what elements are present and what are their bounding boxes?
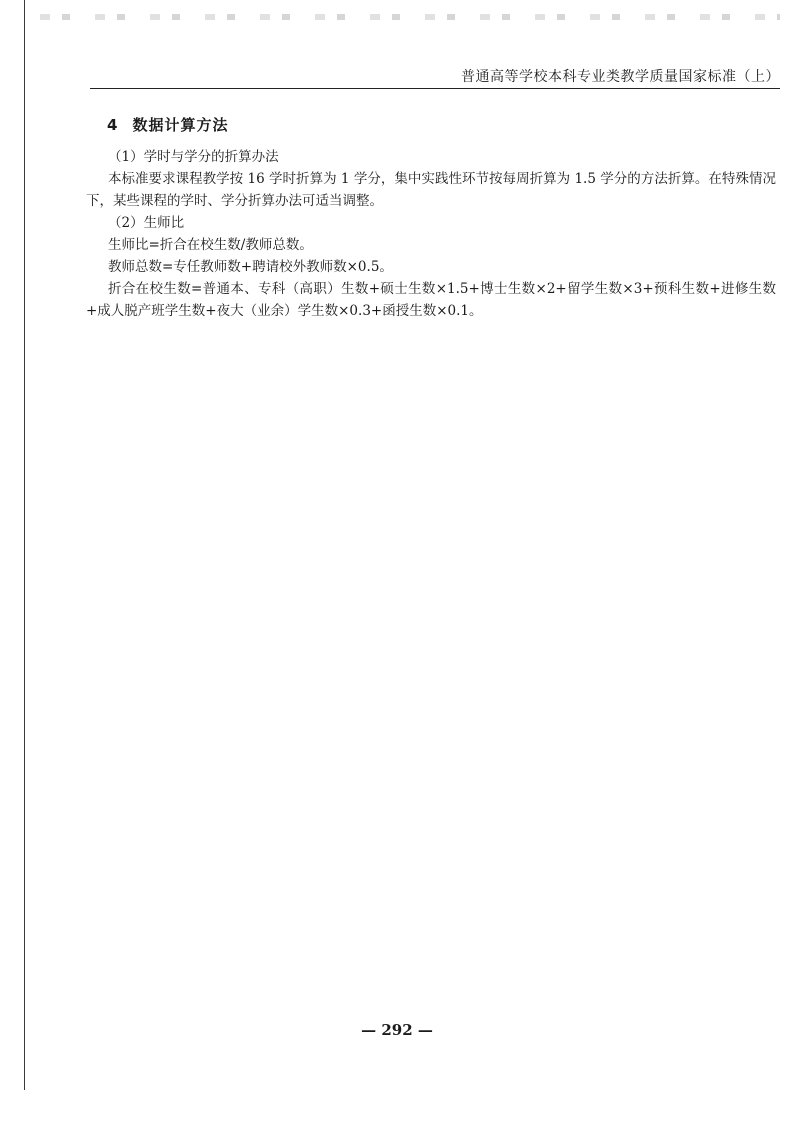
subheading-credit-conversion: （1）学时与学分的折算办法 (108, 149, 279, 165)
body-text (86, 146, 776, 322)
page-number: — 292 — (361, 1021, 433, 1039)
paragraph-credit-conversion: 本标准要求课程教学按 16 学时折算为 1 学分，集中实践性环节按每周折算为 1.5 学分的方法折算。在特殊情况下，某些课程的学时、学分折算办法可适当调整。 (86, 171, 776, 209)
running-header (90, 66, 780, 89)
scan-top-noise (40, 14, 780, 20)
scan-left-edge (24, 0, 25, 1090)
formula-student-teacher-ratio: 生师比=折合在校生数/教师总数。 (108, 237, 313, 253)
subheading-student-teacher-ratio: （2）生师比 (108, 215, 185, 231)
formula-equivalent-students: 折合在校生数=普通本、专科（高职）生数+硕士生数×1.5+博士生数×2+留学生数×3+预科生数+进修生数+成人脱产班学生数+夜大（业余）学生数×0.3+函授生数×0.1。 (86, 281, 776, 319)
section-number: 4 (107, 116, 119, 134)
running-header-title: 普通高等学校本科专业类教学质量国家标准（上） (461, 69, 780, 85)
section-title: 数据计算方法 (132, 116, 229, 134)
section-heading (107, 114, 228, 135)
formula-total-teachers: 教师总数=专任教师数+聘请校外教师数×0.5。 (108, 259, 393, 275)
